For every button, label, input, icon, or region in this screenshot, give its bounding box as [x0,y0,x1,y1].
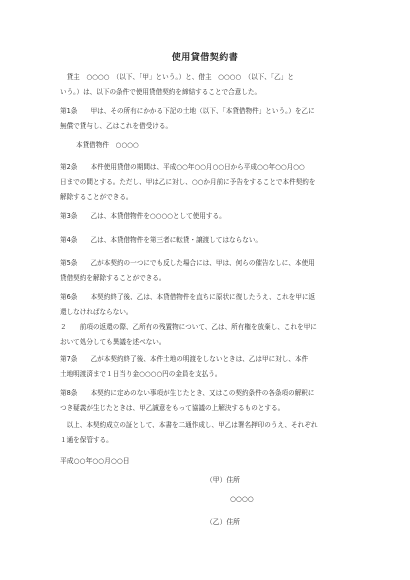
article-2 [60,160,358,205]
article-5 [60,256,358,286]
article-1-line-2: 無償で貸与し、乙はこれを借受ける。 [60,122,173,130]
article-2-line-2: 日までの間とする。ただし、甲は乙に対し、○○か月前に予告をすることで本件契約を [60,178,316,186]
article-5-line-2: 貸借契約を解除することができる。 [60,274,166,282]
article-6-line-3: ２ 前項の返還の際、乙所有の残置物について、乙は、所有権を放棄し、これを甲に [60,323,317,331]
article-1 [60,104,358,134]
article-3 [60,209,358,224]
article-6-line-4: おいて処分しても異議を述べない。 [60,338,166,346]
article-8-line-2: つき疑義が生じたときは、甲乙誠意をもって協議の上解決するものとする。 [60,404,285,412]
article-6 [60,290,358,350]
article-8-line-1: 第8条 本契約に定めのない事項が生じたとき、又はこの契約条件の各条項の解釈に [60,389,315,397]
article-1-line-1: 第1条 甲は、その所有にかかる下記の土地（以下、「本貸借物件」という。）を乙に [60,107,315,115]
closing-paragraph [60,418,358,448]
article-4-line-1: 第4条 乙は、本貸借物件を第三者に転貸・譲渡してはならない。 [60,236,263,244]
article-3-line-1: 第3条 乙は、本貸借物件を○○○○として使用する。 [60,212,226,220]
article-7 [60,352,358,382]
article-2-line-1: 第2条 本件使用貸借の期間は、平成○○年○○月○○日から平成○○年○○月○○ [60,163,305,171]
article-8 [60,386,358,416]
document-title: 使用貸借契約書 [171,53,239,63]
closing-line-2: １通を保管する。 [60,436,113,444]
party-a-address-label: （甲）住所 [206,476,240,484]
closing-line-1: 以上、本契約成立の証として、本書を二通作成し、甲乙は署名押印のうえ、それぞれ [60,421,318,429]
property-description [60,138,358,153]
article-4 [60,233,358,248]
party-a-name: ○○○○ [230,495,254,503]
article-2-line-3: 解除することができる。 [60,193,133,201]
intro-line-2: いう。）は、以下の条件で使用貸借契約を締結することで合意した。 [60,88,262,96]
property-label: 本貸借物件 ○○○○ [76,141,139,149]
article-7-line-1: 第7条 乙が本契約終了後、本件土地の明渡をしないときは、乙は甲に対し、本件 [60,355,309,363]
contract-date: 平成○○年○○月○○日 [60,457,130,465]
article-6-line-2: 還しなければならない。 [60,308,133,316]
intro-paragraph [60,70,358,100]
article-7-line-2: 土地明渡済まで１日当り金○○○○円の金員を支払う。 [60,370,222,378]
intro-line-1: 貸主 ○○○○ （以下、「甲」という。）と、借主 ○○○○ （以下、「乙」と [60,73,294,81]
party-b-address-label: （乙）住所 [206,518,240,526]
article-6-line-1: 第6条 本契約終了後、乙は、本貸借物件を直ちに原状に復したうえ、これを甲に返 [60,293,316,301]
article-5-line-1: 第5条 乙が本契約の一つにでも反した場合には、甲は、何らの催告なしに、本使用 [60,259,315,267]
